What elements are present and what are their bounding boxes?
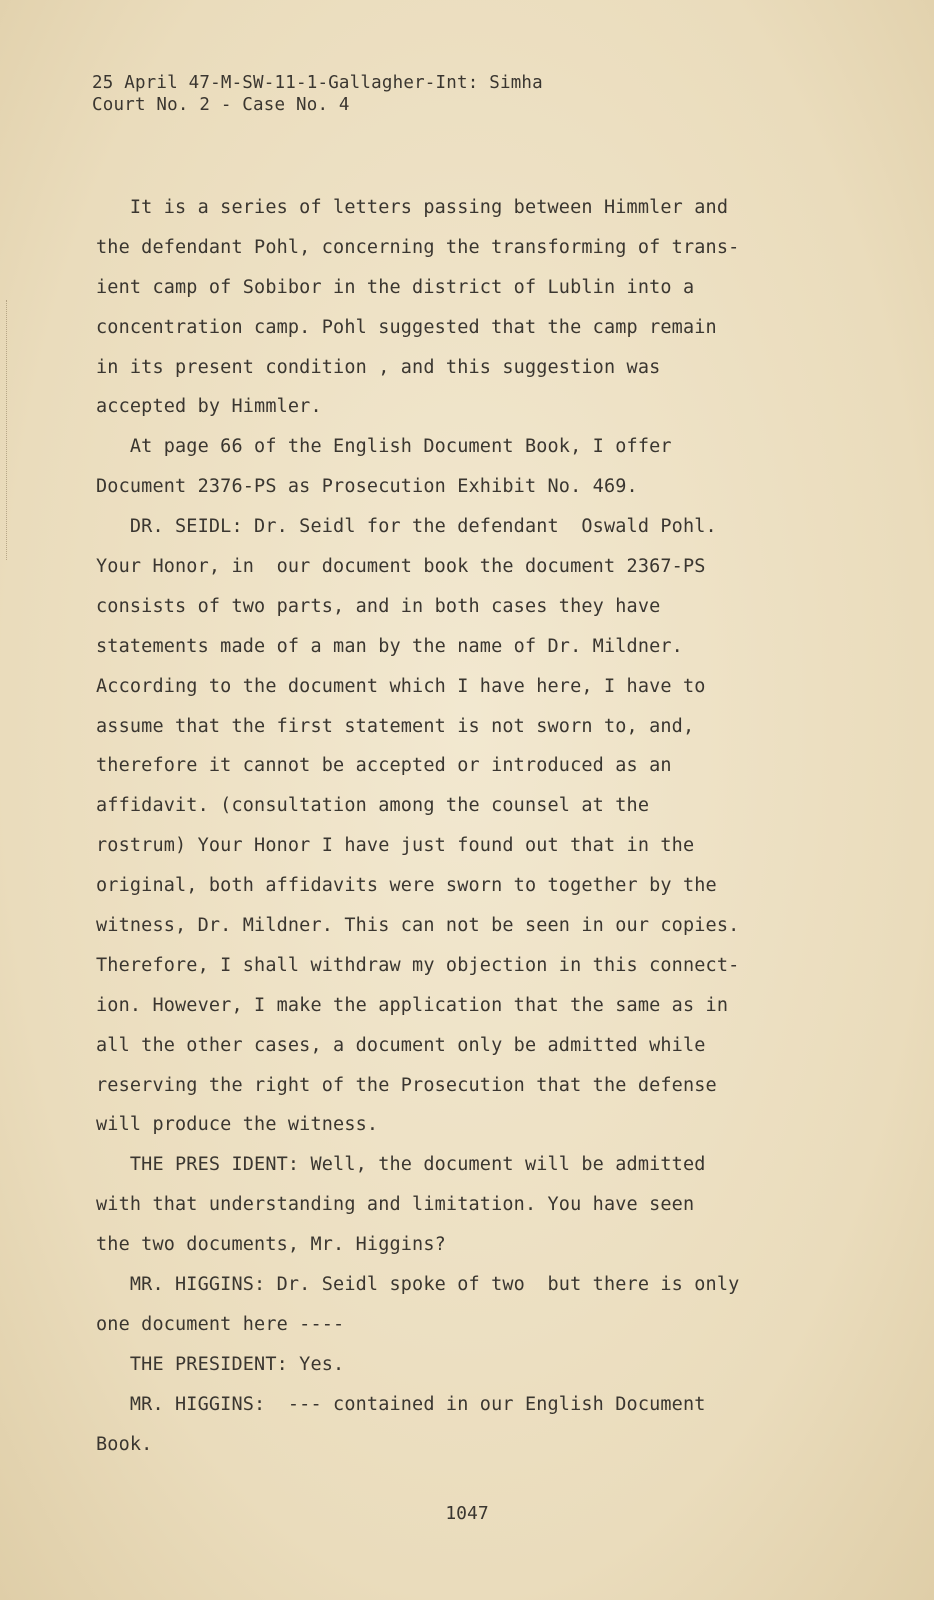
header-line-court: Court No. 2 - Case No. 4 [92,95,350,115]
transcript-line: concentration camp. Pohl suggested that the camp remain [96,316,717,338]
transcript-line: Therefore, I shall withdraw my objection in this connect- [96,954,740,976]
transcript-line: THE PRESIDENT: Yes. [96,1353,345,1375]
transcript-line: statements made of a man by the name of Dr. Mildner. [96,635,683,657]
transcript-line: the defendant Pohl, concerning the transforming of trans- [96,236,740,258]
transcript-line: reserving the right of the Prosecution that the defense [96,1074,717,1096]
transcript-line: with that understanding and limitation. You have seen [96,1194,695,1216]
transcript-line: Book. [96,1433,153,1455]
transcript-line: consists of two parts, and in both cases they have [96,595,661,617]
transcript-line: in its present condition , and this suggestion was [96,356,661,378]
transcript-line: Your Honor, in our document book the document 2367-PS [96,556,706,578]
transcript-line: MR. HIGGINS: Dr. Seidl spoke of two but there is only [96,1274,740,1296]
margin-marks [6,300,11,560]
page-number: 1047 [445,1503,489,1524]
transcript-line: ion. However, I make the application that the same as in [96,994,729,1016]
transcript-line: therefore it cannot be accepted or introduced as an [96,755,672,777]
transcript-body [96,188,816,1465]
transcript-line: DR. SEIDL: Dr. Seidl for the defendant Oswald Pohl. [96,516,717,538]
transcript-line: At page 66 of the English Document Book, I offer [96,436,672,458]
transcript-line: rostrum) Your Honor I have just found out that in the [96,835,695,857]
transcript-line: affidavit. (consultation among the counsel at the [96,795,650,817]
transcript-line: will produce the witness. [96,1114,379,1136]
transcript-line: all the other cases, a document only be admitted while [96,1034,706,1056]
transcript-line: one document here ---- [96,1313,345,1335]
transcript-line: witness, Dr. Mildner. This can not be seen in our copies. [96,915,740,937]
transcript-line: It is a series of letters passing between Himmler and [96,197,729,218]
transcript-line: THE PRES IDENT: Well, the document will be admitted [96,1154,706,1176]
transcript-line: assume that the first statement is not sworn to, and, [96,715,695,737]
transcript-line: the two documents, Mr. Higgins? [96,1234,446,1256]
transcript-line: original, both affidavits were sworn to together by the [96,875,717,897]
header-line-session: 25 April 47-M-SW-11-1-Gallagher-Int: Simha [92,73,543,93]
transcript-line: accepted by Himmler. [96,396,322,418]
transcript-line: According to the document which I have here, I have to [96,675,706,697]
transcript-line: MR. HIGGINS: --- contained in our English Document [96,1393,706,1415]
transcript-line: Document 2376-PS as Prosecution Exhibit No. 469. [96,476,638,498]
document-header [92,72,543,116]
transcript-line: ient camp of Sobibor in the district of Lublin into a [96,276,695,298]
